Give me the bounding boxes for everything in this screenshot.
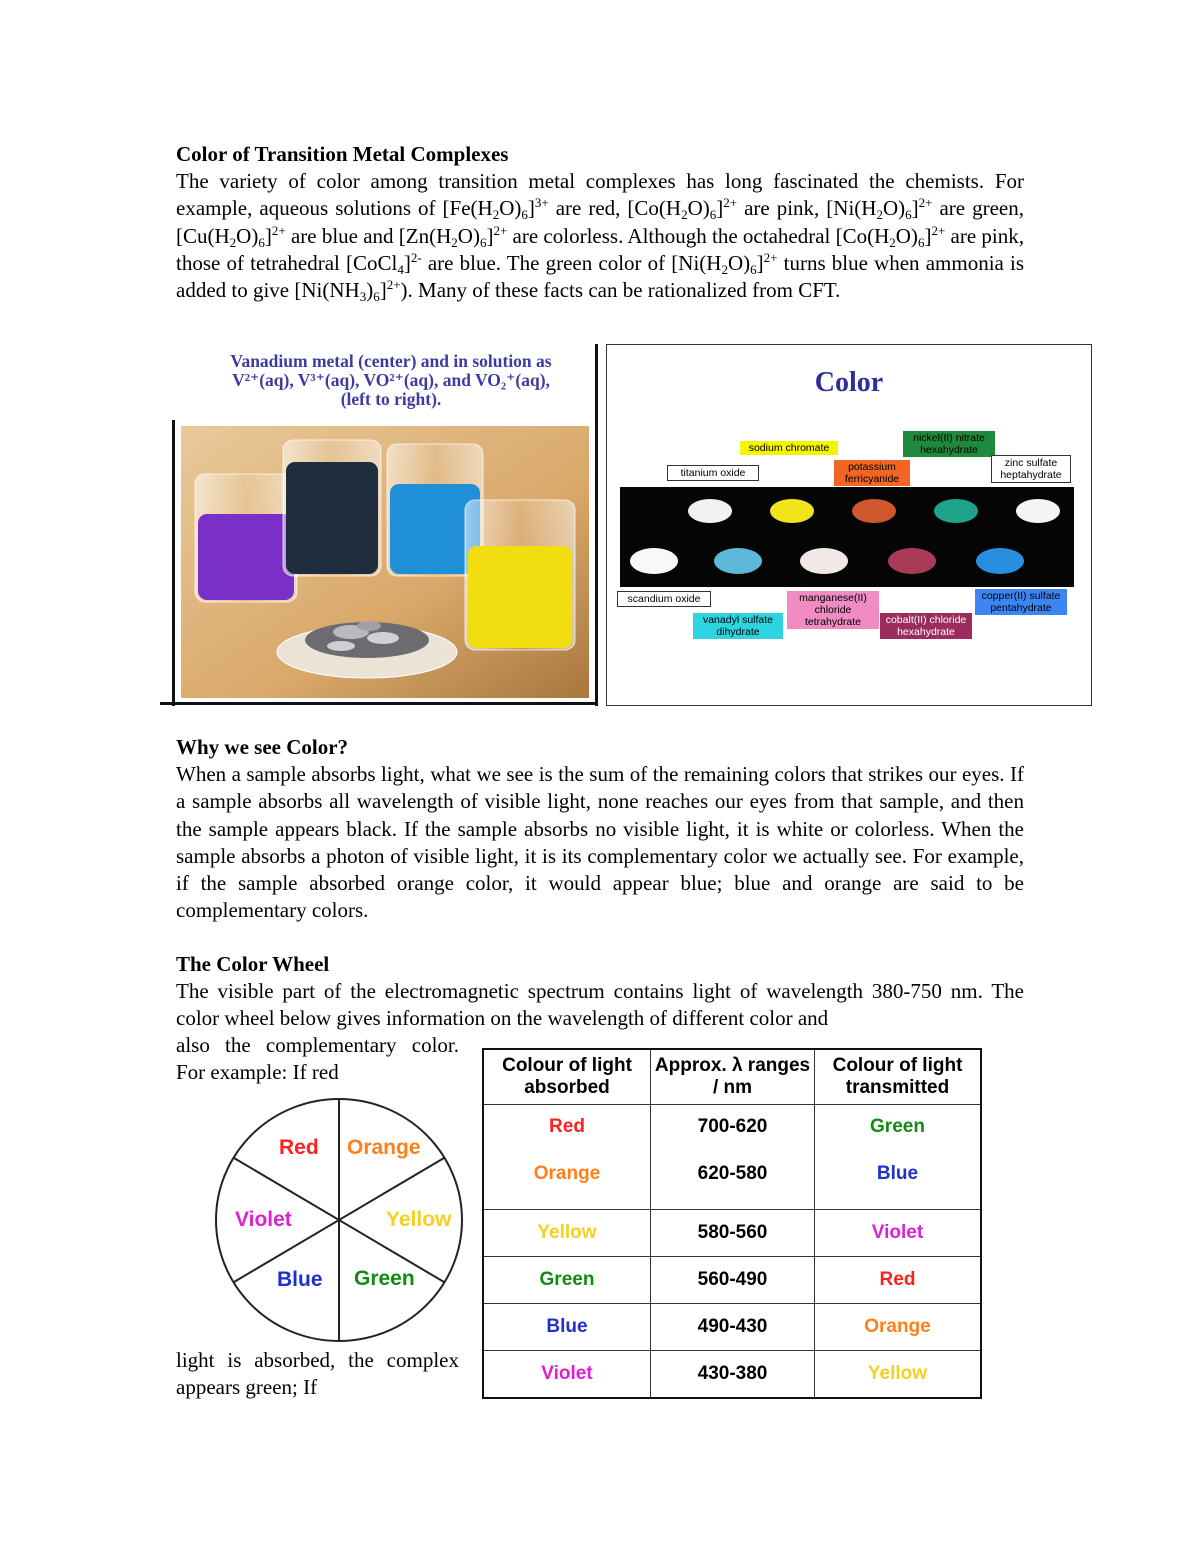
- why-color-text: When a sample absorbs light, what we see is the sum of the remaining colors that strikes our eyes. If a sample absorbs all wavelength of visible light, none reaches our eyes from that sample, and then the sample appears black. If the sample absorbs no visible light, it is white or colorless. When the sample absorbs a photon of visible light, it is its complementary color we actually see. For example, if the sample absorbed orange color, it would appear blue; blue and orange are said to be complementary colors.: [176, 762, 1024, 923]
- header-absorbed: Colour of light absorbed: [483, 1049, 651, 1105]
- cell-transmitted: Blue: [876, 1163, 919, 1184]
- vanadium-photo-panel: [172, 344, 597, 706]
- label-copper-sulfate: copper(II) sulfate pentahydrate: [975, 589, 1067, 615]
- side-text-bottom: light is absorbed, the complex appears green; If: [176, 1348, 459, 1400]
- sample-vanadyl-sulfate: [714, 548, 762, 574]
- beakers-photo: [181, 426, 589, 698]
- label-potassium-ferricyanide: potassium ferricyanide: [834, 460, 910, 486]
- label-cobalt-chloride: cobalt(II) chloride hexahydrate: [880, 613, 972, 639]
- cell-range: 620-580: [697, 1163, 768, 1184]
- sample-cobalt-chloride: [888, 548, 936, 574]
- sample-titanium-oxide: [688, 499, 732, 523]
- label-nickel-nitrate: nickel(II) nitrate hexahydrate: [903, 431, 995, 457]
- label-scandium-oxide: scandium oxide: [617, 591, 711, 607]
- wheel-label-yellow: Yellow: [386, 1208, 452, 1231]
- label-zinc-sulfate: zinc sulfate heptahydrate: [991, 455, 1071, 483]
- table-row: [483, 1351, 981, 1399]
- sample-sodium-chromate: [770, 499, 814, 523]
- intro-text: The variety of color among transition metal complexes has long fascinated the chemists. For example, aqueous solutions of $[Fe(H_2O)_6]^{3+}$ are red, $[Co(H_2O)_6]^{2+}$ are pink, $[Ni(H_2O)_6]^{2+}$ are green, $[Cu(H_2O)_6]^{2+}$ are blue and $[Zn(H_2O)_6]^{2+}$ are colorless. Although the octahedral $[Co(H_2O)_6]^{2+}$ are pink, those of tetrahedral [CoCl$_4$]$^{2-}$ are blue. The green color of $[Ni(H_2O)_6]^{2+}$ turns blue when ammonia is added to give $[Ni(NH_3)_6]^{2+}$). Many of these facts can be rationalized from CFT.: [176, 169, 1025, 305]
- color-wheel-text: The visible part of the electromagnetic spectrum contains light of wavelength 380-750 nm. The color wheel below gives information on the wavelength of different color and: [176, 979, 1024, 1031]
- photo-border-right: [595, 344, 598, 706]
- wheel-label-green: Green: [354, 1267, 415, 1290]
- color-panel-title: Color: [814, 367, 884, 398]
- wheel-label-violet: Violet: [235, 1208, 292, 1231]
- table-row: [483, 1304, 981, 1351]
- wheel-label-blue: Blue: [277, 1268, 323, 1291]
- cell-range: 580-560: [651, 1210, 815, 1257]
- dark-beaker: [283, 440, 381, 576]
- section-heading-wheel: The Color Wheel: [176, 952, 330, 976]
- cell-absorbed: Blue: [483, 1304, 651, 1351]
- header-wavelength: Approx. λ ranges / nm: [651, 1049, 815, 1105]
- label-titanium-oxide: titanium oxide: [667, 465, 759, 481]
- cell-absorbed: Violet: [483, 1351, 651, 1399]
- header-transmitted: Colour of light transmitted: [815, 1049, 982, 1105]
- why-color-paragraph: [176, 734, 1024, 924]
- label-sodium-chromate: sodium chromate: [740, 441, 838, 455]
- cell-absorbed: Orange: [533, 1163, 601, 1184]
- yellow-beaker: [465, 500, 575, 650]
- photo-border-left: [172, 420, 175, 706]
- intro-paragraph: [176, 141, 1024, 304]
- purple-beaker: [195, 474, 297, 602]
- table-row: [483, 1210, 981, 1257]
- cell-absorbed: Red: [549, 1116, 585, 1137]
- sample-copper-sulfate: [976, 548, 1024, 574]
- cell-range: 430-380: [651, 1351, 815, 1399]
- cell-absorbed: Green: [483, 1257, 651, 1304]
- sample-potassium-ferricyanide: [852, 499, 896, 523]
- cell-absorbed: Yellow: [483, 1210, 651, 1257]
- sample-zinc-sulfate: [1016, 499, 1060, 523]
- sample-nickel-nitrate: [934, 499, 978, 523]
- cell-transmitted: Yellow: [815, 1351, 982, 1399]
- label-manganese-chloride: manganese(II) chloride tetrahydrate: [787, 591, 879, 629]
- sample-scandium-oxide: [630, 548, 678, 574]
- wheel-label-red: Red: [279, 1136, 319, 1159]
- cell-transmitted: Green: [870, 1116, 925, 1137]
- cell-range: 490-430: [651, 1304, 815, 1351]
- cell-transmitted: Orange: [815, 1304, 982, 1351]
- cell-transmitted: Red: [815, 1257, 982, 1304]
- complementary-color-table: [482, 1048, 982, 1399]
- section-heading-color: Color of Transition Metal Complexes: [176, 142, 509, 166]
- photo-border-bottom: [160, 702, 598, 705]
- side-text-top: also the complementary color. For example: If red: [176, 1033, 459, 1085]
- color-wheel-paragraph: [176, 951, 1024, 1033]
- label-vanadyl-sulfate: vanadyl sulfate dihydrate: [693, 613, 783, 639]
- table-row: [483, 1257, 981, 1304]
- table-header-row: [483, 1049, 981, 1105]
- color-compounds-panel: [606, 344, 1092, 706]
- wheel-label-orange: Orange: [347, 1136, 421, 1159]
- cell-range: 560-490: [651, 1257, 815, 1304]
- color-wheel: [214, 1098, 464, 1342]
- cell-range: 700-620: [697, 1116, 768, 1137]
- section-heading-why: Why we see Color?: [176, 735, 349, 759]
- sample-manganese-chloride: [800, 548, 848, 574]
- compound-samples-strip: [620, 487, 1074, 587]
- cell-transmitted: Violet: [815, 1210, 982, 1257]
- photo-caption: Vanadium metal (center) and in solution as V²⁺(aq), V³⁺(aq), VO²⁺(aq), and VO₂⁺(aq), (left to right).: [230, 351, 552, 409]
- table-row: [483, 1105, 981, 1210]
